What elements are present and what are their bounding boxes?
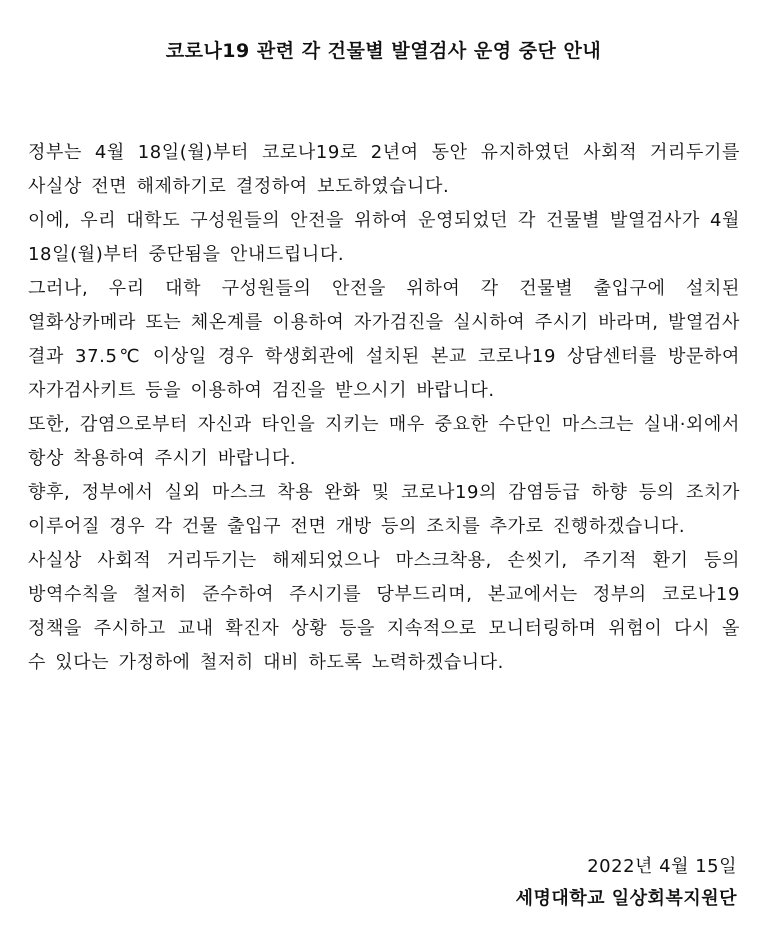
organization-name: 세명대학교 일상회복지원단 [515, 888, 737, 909]
paragraph-3: 그러나, 우리 대학 구성원들의 안전을 위하여 각 건물별 출입구에 설치된 열화상카메라 또는 체온계를 이용하여 자가검진을 실시하여 주시기 바라며, 발열검사 결과 37.5℃ 이상일 경우 학생회관에 설치된 본교 코로나19 상담센터를 방문하여 자가검사키트 등을 이용하여 검진을 받으시기 바랍니다. [28, 278, 740, 401]
notice-title: 코로나19 관련 각 건물별 발열검사 운영 중단 안내 [165, 40, 602, 62]
paragraph-4: 또한, 감염으로부터 자신과 타인을 지키는 매우 중요한 수단인 마스크는 실내·외에서 항상 착용하여 주시기 바랍니다. [28, 414, 740, 469]
paragraph-5: 향후, 정부에서 실외 마스크 착용 완화 및 코로나19의 감염등급 하향 등의 조치가 이루어질 경우 각 건물 출입구 전면 개방 등의 조치를 추가로 진행하겠습니다. [28, 482, 740, 537]
notice-body [28, 136, 740, 680]
paragraph-2: 이에, 우리 대학도 구성원들의 안전을 위하여 운영되었던 각 건물별 발열검사가 4월 18일(월)부터 중단됨을 안내드립니다. [28, 210, 740, 265]
notice-date: 2022년 4월 15일 [587, 856, 737, 877]
paragraph-6: 사실상 사회적 거리두기는 해제되었으나 마스크착용, 손씻기, 주기적 환기 등의 방역수칙을 철저히 준수하여 주시기를 당부드리며, 본교에서는 정부의 코로나19 정책을 주시하고 교내 확진자 상황 등을 지속적으로 모니터링하며 위험이 다시 올 수 있다는 가정하에 철저히 대비 하도록 노력하겠습니다. [28, 550, 740, 673]
signature-block [516, 852, 737, 916]
paragraph-1: 정부는 4월 18일(월)부터 코로나19로 2년여 동안 유지하였던 사회적 거리두기를 사실상 전면 해제하기로 결정하여 보도하였습니다. [28, 142, 740, 197]
